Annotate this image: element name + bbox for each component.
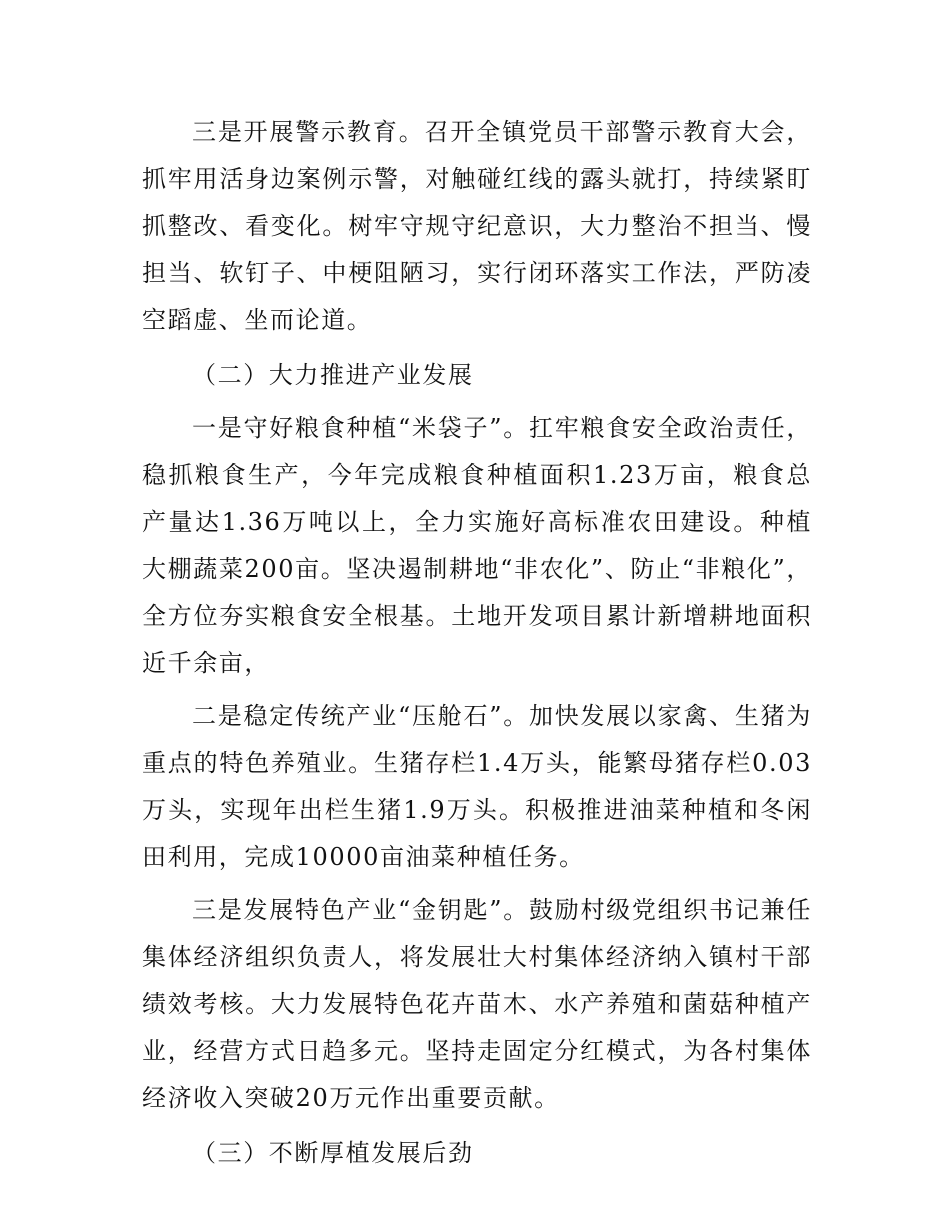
paragraph-grain-planting: 一是守好粮食种植“米袋子”。扛牢粮食安全政治责任，稳抓粮食生产，今年完成粮食种植面积1.23万亩，粮食总产量达1.36万吨以上，全力实施好高标准农田建设。种植大棚蔬菜200亩。坚决遏制耕地“非农化”、防止“非粮化”，全方位夯实粮食安全根基。土地开发项目累计新增耕地面积近千余亩，	[142, 414, 812, 677]
paragraph-traditional-industry: 二是稳定传统产业“压舱石”。加快发展以家禽、生猪为重点的特色养殖业。生猪存栏1.4万头，能繁母猪存栏0.03万头，实现年出栏生猪1.9万头。积极推进油菜种植和冬闲田利用，完成10000亩油菜种植任务。	[142, 702, 812, 871]
paragraph-warning-education: 三是开展警示教育。召开全镇党员干部警示教育大会，抓牢用活身边案例示警，对触碰红线的露头就打，持续紧盯抓整改、看变化。树牢守规守纪意识，大力整治不担当、慢担当、软钉子、中梗阻陋习，实行闭环落实工作法，严防凌空蹈虚、坐而论道。	[142, 118, 812, 334]
section-heading-development: （三）不断厚植发展后劲	[192, 1139, 474, 1167]
paragraph-specialty-industry: 三是发展特色产业“金钥匙”。鼓励村级党组织书记兼任集体经济组织负责人，将发展壮大村集体经济纳入镇村干部绩效考核。大力发展特色花卉苗木、水产养殖和菌菇种植产业，经营方式日趋多元。坚持走固定分红模式，为各村集体经济收入突破20万元作出重要贡献。	[142, 896, 812, 1112]
document-body	[142, 109, 812, 1177]
section-heading-industry: （二）大力推进产业发展	[192, 361, 474, 389]
